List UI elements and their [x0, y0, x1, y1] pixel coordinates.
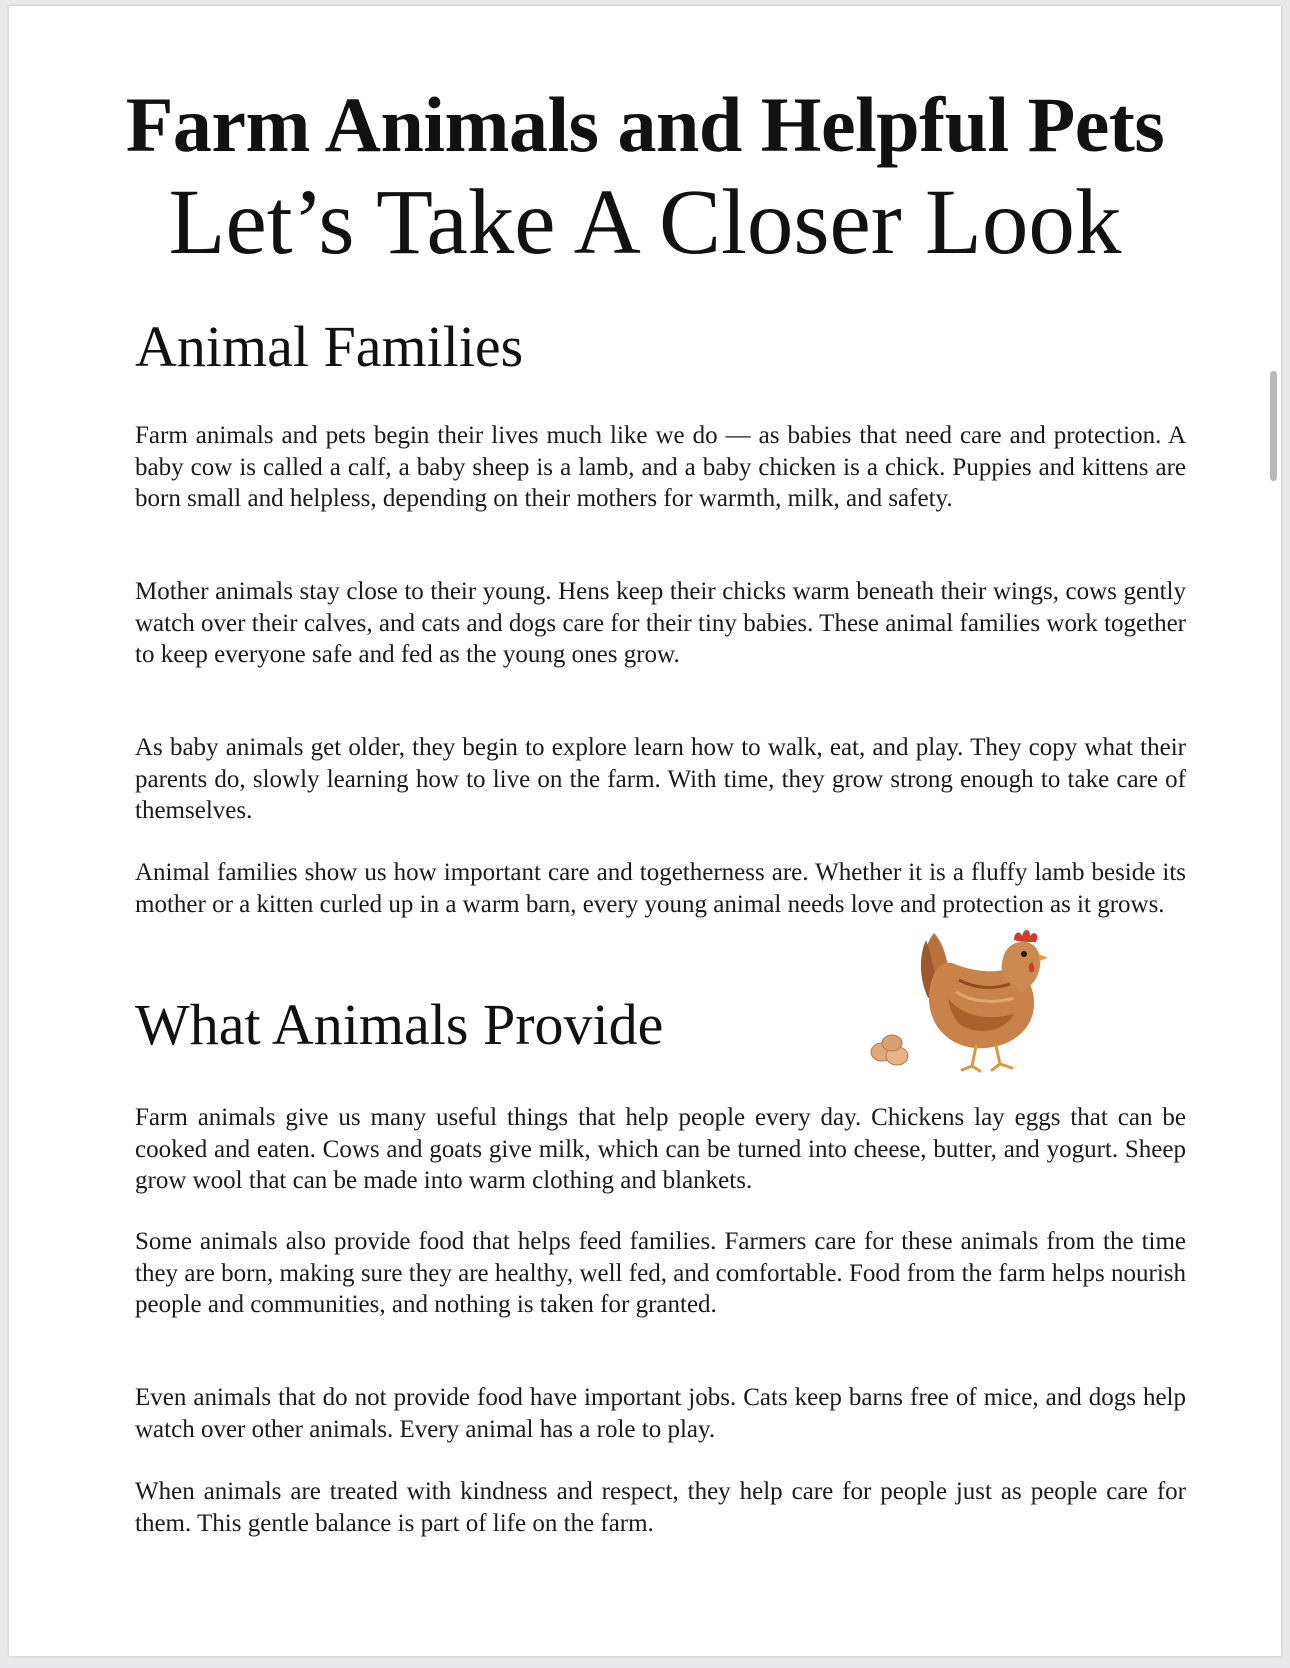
paragraph: When animals are treated with kindness and respect, they help care for people just as people care for them. This gentle balance is part of life on the farm.	[135, 1478, 1186, 1537]
paragraph: As baby animals get older, they begin to explore learn how to walk, eat, and play. They copy what their parents do, slowly learning how to live on the farm. With time, they grow strong enough to take care of themselves.	[135, 734, 1186, 824]
section-heading-animal-families: Animal Families	[135, 314, 524, 379]
eggs-icon	[871, 1035, 908, 1065]
vertical-scrollbar-thumb[interactable]	[1270, 371, 1277, 481]
hen-icon	[921, 930, 1048, 1071]
document-subtitle: Let’s Take A Closer Look	[168, 171, 1122, 274]
paragraph: Some animals also provide food that helps feed families. Farmers care for these animals from the time they are born, making sure they are healthy, well fed, and comfortable. Food from the farm helps nourish people and communities, and nothing is taken for granted.	[135, 1228, 1186, 1318]
paragraph: Farm animals and pets begin their lives much like we do — as babies that need care and protection. A baby cow is called a calf, a baby sheep is a lamb, and a baby chicken is a chick. Puppies and kittens are born small and helpless, depending on their mothers for warmth, milk, and safety.	[135, 422, 1186, 512]
document-page	[9, 6, 1281, 1656]
hen-with-eggs-illustration	[864, 918, 1049, 1078]
paragraph: Farm animals give us many useful things that help people every day. Chickens lay eggs that can be cooked and eaten. Cows and goats give milk, which can be turned into cheese, butter, and yogurt. Sheep grow wool that can be made into warm clothing and blankets.	[135, 1104, 1186, 1194]
document-title: Farm Animals and Helpful Pets	[125, 81, 1165, 168]
section-heading-what-animals-provide: What Animals Provide	[135, 992, 664, 1057]
paragraph: Even animals that do not provide food have important jobs. Cats keep barns free of mice, and dogs help watch over other animals. Every animal has a role to play.	[135, 1384, 1186, 1443]
paragraph: Animal families show us how important care and togetherness are. Whether it is a fluffy lamb beside its mother or a kitten curled up in a warm barn, every young animal needs love and protection as it grows.	[135, 859, 1186, 918]
paragraph: Mother animals stay close to their young. Hens keep their chicks warm beneath their wings, cows gently watch over their calves, and cats and dogs care for their tiny babies. These animal families work together to keep everyone safe and fed as the young ones grow.	[135, 578, 1186, 668]
